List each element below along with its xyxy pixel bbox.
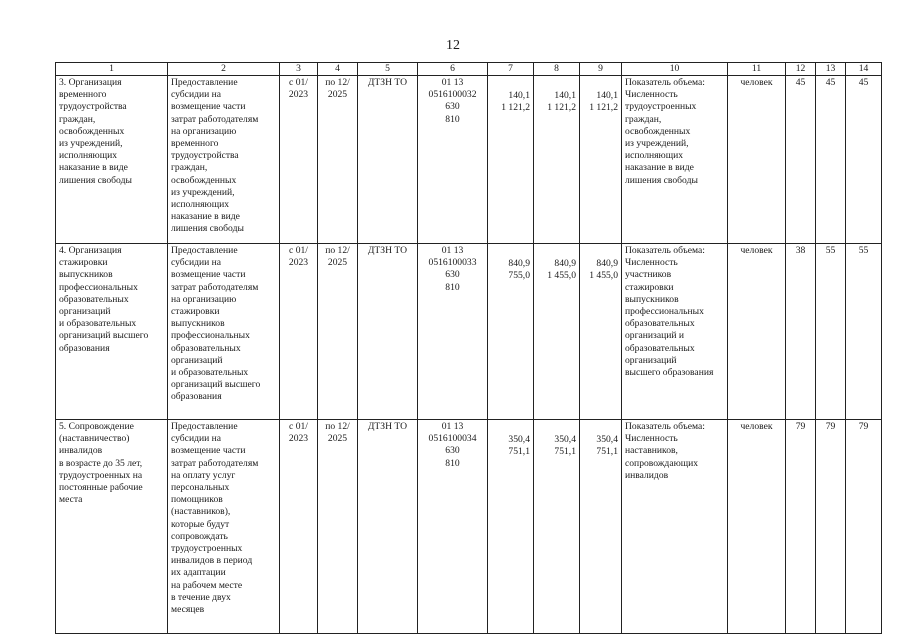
value-col-9: 140,1 1 121,2 [580,76,622,244]
indicator: Показатель объема: Численность участников стажировки выпускников профессиональных образовательных организаций и образовательных организаций высшего образования [622,244,728,420]
table-row [56,420,882,634]
column-header-11: 11 [728,63,786,76]
value-col-8: 140,1 1 121,2 [534,76,580,244]
program-table [55,62,882,634]
column-header-5: 5 [358,63,418,76]
unit: человек [728,420,786,634]
column-header-6: 6 [418,63,488,76]
budget-code: 01 13 0516100034 630 810 [418,420,488,634]
executor: ДТЗН ТО [358,76,418,244]
start-date: с 01/ 2023 [280,420,318,634]
header-row [56,63,882,76]
column-header-12: 12 [786,63,816,76]
value-col-14: 79 [846,420,882,634]
column-header-10: 10 [622,63,728,76]
budget-code: 01 13 0516100033 630 810 [418,244,488,420]
value-col-12: 38 [786,244,816,420]
column-header-7: 7 [488,63,534,76]
value-col-7: 350,4 751,1 [488,420,534,634]
unit: человек [728,244,786,420]
page-number: 12 [446,38,460,53]
value-col-14: 45 [846,76,882,244]
measure-name: 3. Организация временного трудоустройства граждан, освобожденных из учреждений, исполняющих наказание в виде лишения свободы [56,76,168,244]
indicator: Показатель объема: Численность наставников, сопровождающих инвалидов [622,420,728,634]
column-header-9: 9 [580,63,622,76]
value-col-8: 350,4 751,1 [534,420,580,634]
measure-name: 5. Сопровождение (наставничество) инвалидов в возрасте до 35 лет, трудоустроенных на постоянные рабочие места [56,420,168,634]
value-col-13: 45 [816,76,846,244]
measure-description: Предоставление субсидии на возмещение части затрат работодателям на организацию стажировки выпускников профессиональных образовательных организаций и образовательных организаций высшего образования [168,244,280,420]
column-header-4: 4 [318,63,358,76]
indicator: Показатель объема: Численность трудоустроенных граждан, освобожденных из учреждений, исполняющих наказание в виде лишения свободы [622,76,728,244]
measure-name: 4. Организация стажировки выпускников профессиональных образовательных организаций и образовательных организаций высшего образования [56,244,168,420]
end-date: по 12/ 2025 [318,76,358,244]
measure-description: Предоставление субсидии на возмещение части затрат работодателям на организацию временного трудоустройства граждан, освобожденных из учреждений, исполняющих наказание в виде лишения свободы [168,76,280,244]
value-col-9: 350,4 751,1 [580,420,622,634]
value-col-8: 840,9 1 455,0 [534,244,580,420]
end-date: по 12/ 2025 [318,244,358,420]
value-col-12: 45 [786,76,816,244]
column-header-1: 1 [56,63,168,76]
end-date: по 12/ 2025 [318,420,358,634]
column-header-3: 3 [280,63,318,76]
value-col-9: 840,9 1 455,0 [580,244,622,420]
executor: ДТЗН ТО [358,420,418,634]
table-row [56,76,882,244]
unit: человек [728,76,786,244]
value-col-7: 840,9 755,0 [488,244,534,420]
table-row [56,244,882,420]
column-header-8: 8 [534,63,580,76]
start-date: с 01/ 2023 [280,244,318,420]
value-col-13: 55 [816,244,846,420]
executor: ДТЗН ТО [358,244,418,420]
measure-description: Предоставление субсидии на возмещение части затрат работодателям на оплату услуг персональных помощников (наставников), которые будут сопровождать трудоустроенных инвалидов в период их адаптации на рабочем месте в течение двух месяцев [168,420,280,634]
value-col-13: 79 [816,420,846,634]
start-date: с 01/ 2023 [280,76,318,244]
budget-code: 01 13 0516100032 630 810 [418,76,488,244]
value-col-7: 140,1 1 121,2 [488,76,534,244]
column-header-13: 13 [816,63,846,76]
value-col-14: 55 [846,244,882,420]
column-header-2: 2 [168,63,280,76]
column-header-14: 14 [846,63,882,76]
value-col-12: 79 [786,420,816,634]
